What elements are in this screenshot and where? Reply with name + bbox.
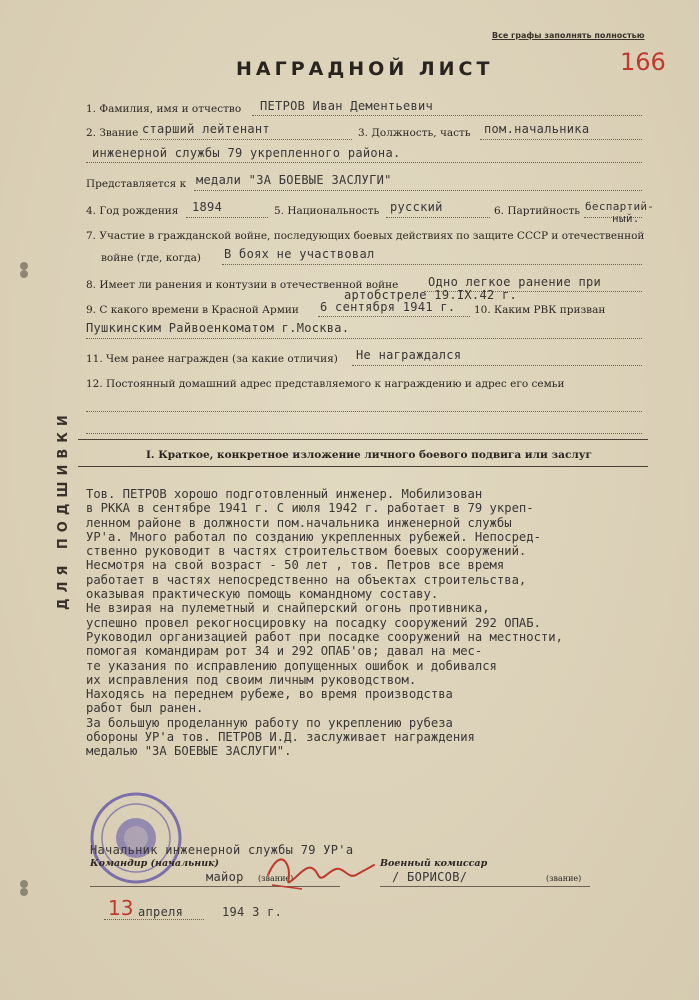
narrative-line: помогая командирам рот 34 и 292 ОПАБ'ов; давал на мес- bbox=[86, 644, 483, 659]
field-4-label: 4. Год рождения bbox=[86, 205, 179, 217]
archive-number: 166 bbox=[620, 48, 666, 76]
field-line bbox=[186, 217, 268, 218]
narrative-line: УР'а. Много работал по созданию укрепленных рубежей. Непосред- bbox=[86, 529, 541, 544]
narrative-line: обороны УР'а тов. ПЕТРОВ И.Д. заслуживает награждения bbox=[86, 730, 475, 745]
field-10-value: Пушкинским Райвоенкоматом г.Москва. bbox=[86, 321, 350, 335]
field-10-label: 10. Каким РВК призван bbox=[474, 304, 606, 316]
commander-label: Командир (начальник) bbox=[90, 858, 220, 869]
field-line bbox=[352, 365, 642, 366]
field-line bbox=[86, 433, 642, 434]
field-line bbox=[86, 162, 642, 163]
handwritten-signature bbox=[262, 845, 382, 895]
field-line bbox=[318, 316, 470, 317]
field-line bbox=[480, 139, 642, 140]
narrative-line: Тов. ПЕТРОВ хорошо подготовленный инженер. Мобилизован bbox=[86, 487, 483, 501]
commander-rank-typed: майор bbox=[206, 870, 244, 884]
punch-hole bbox=[20, 270, 28, 278]
field-6-value-2: ный. bbox=[612, 212, 640, 225]
field-6-label: 6. Партийность bbox=[494, 205, 581, 217]
field-12-label: 12. Постоянный домашний адрес представляемого к награждению и адрес его семьи bbox=[86, 378, 565, 390]
present-label: Представляется к bbox=[86, 178, 187, 190]
section-rule bbox=[78, 466, 648, 467]
punch-hole bbox=[20, 262, 28, 270]
narrative-line: те указания по исправлению допущенных ошибок и добивался bbox=[86, 658, 497, 673]
field-3-value-1: пом.начальника bbox=[484, 122, 590, 136]
field-line bbox=[86, 411, 642, 412]
narrative-line: успешно провел рекогносцировку на посадку сооружений 292 ОПАБ. bbox=[86, 615, 541, 630]
narrative-line: За большую проделанную работу по укреплению рубеза bbox=[86, 715, 453, 730]
section-title: I. Краткое, конкретное изложение личного боевого подвига или заслуг bbox=[146, 449, 592, 461]
field-line bbox=[140, 139, 352, 140]
narrative-line: их исправления под своим личным руководством. bbox=[86, 672, 417, 687]
field-line bbox=[86, 338, 642, 339]
field-3-value-2: инженерной службы 79 укрепленного района. bbox=[92, 146, 401, 160]
field-3-label: 3. Должность, часть bbox=[358, 127, 471, 139]
field-7-label-1: 7. Участие в гражданской войне, последующих боевых действиях по защите СССР и отечественной bbox=[86, 230, 645, 242]
field-1-value: ПЕТРОВ Иван Дементьевич bbox=[260, 99, 434, 113]
present-value: медали "ЗА БОЕВЫЕ ЗАСЛУГИ" bbox=[196, 173, 392, 187]
field-11-label: 11. Чем ранее награжден (за какие отличия) bbox=[86, 353, 338, 365]
field-7-value: В боях не участвовал bbox=[224, 247, 375, 261]
field-line bbox=[386, 217, 490, 218]
field-11-value: Не награждался bbox=[356, 348, 462, 362]
commissar-name-typed: / БОРИСОВ/ bbox=[392, 870, 468, 884]
field-8-label: 8. Имеет ли ранения и контузии в отечественной войне bbox=[86, 279, 399, 291]
narrative-line: ленном районе в должности пом.начальника инженерной службы bbox=[86, 515, 512, 530]
narrative-line: медалью "ЗА БОЕВЫЕ ЗАСЛУГИ". bbox=[86, 744, 292, 759]
narrative-line: работ был ранен. bbox=[86, 701, 204, 716]
punch-hole bbox=[20, 880, 28, 888]
field-9-value: 6 сентября 1941 г. bbox=[320, 300, 456, 314]
narrative-line: оказывая практическую помощь командному составу. bbox=[86, 587, 439, 602]
field-6-value-1: беспартий- bbox=[585, 200, 655, 213]
field-2-value: старший лейтенант bbox=[142, 122, 270, 136]
fill-all-fields-note: Все графы заполнять полностью bbox=[492, 31, 645, 40]
narrative-line: в РККА в сентябре 1941 г. С июля 1942 г. работает в 79 укреп- bbox=[86, 501, 534, 516]
narrative-line: Не взирая на пулеметный и снайперский огонь противника, bbox=[86, 601, 490, 616]
narrative-line: ственно руководит в частях строительством боевых сооружений. bbox=[86, 544, 527, 559]
field-8-value-1: Одно легкое ранение при bbox=[428, 275, 602, 289]
round-stamp bbox=[88, 790, 184, 886]
field-1-label: 1. Фамилия, имя и отчество bbox=[86, 103, 242, 115]
rank-caption-2: (звание) bbox=[546, 874, 582, 883]
date-day: 13 bbox=[108, 896, 134, 920]
field-9-label: 9. С какого времени в Красной Армии bbox=[86, 304, 299, 316]
field-4-value: 1894 bbox=[192, 200, 223, 214]
date-line bbox=[104, 919, 204, 920]
field-5-label: 5. Национальность bbox=[274, 205, 380, 217]
section-rule bbox=[78, 439, 648, 440]
narrative-line: работает в частях непосредственно на объектах строительства, bbox=[86, 572, 527, 587]
narrative-line: Несмотря на свой возраст - 50 лет , тов. Петров все время bbox=[86, 558, 505, 573]
signatory-position: Начальник инженерной службы 79 УР'а bbox=[90, 843, 354, 857]
field-7-label-2: войне (где, когда) bbox=[101, 252, 201, 264]
field-2-label: 2. Звание bbox=[86, 127, 139, 139]
punch-hole bbox=[20, 888, 28, 896]
narrative-line: Находясь на переднем рубеже, во время производства bbox=[86, 687, 453, 702]
date-month: апреля bbox=[138, 905, 184, 919]
field-line bbox=[222, 264, 642, 265]
rank-caption-1: (звание) bbox=[258, 874, 294, 883]
commissar-label: Военный комиссар bbox=[380, 858, 488, 869]
date-year: 194 3 г. bbox=[222, 905, 283, 919]
field-line bbox=[252, 115, 642, 116]
signature-line bbox=[380, 886, 590, 887]
narrative-line: Руководил организацией работ при посадке сооружений на местности, bbox=[86, 629, 563, 644]
binding-side-label: ДЛЯ ПОДШИВКИ bbox=[56, 409, 71, 610]
field-5-value: русский bbox=[390, 200, 443, 214]
field-line bbox=[194, 190, 642, 191]
page-title: НАГРАДНОЙ ЛИСТ bbox=[236, 58, 494, 80]
field-8-value-2: артобстреле 19.IX.42 г. bbox=[344, 288, 518, 302]
narrative-body bbox=[86, 487, 563, 759]
